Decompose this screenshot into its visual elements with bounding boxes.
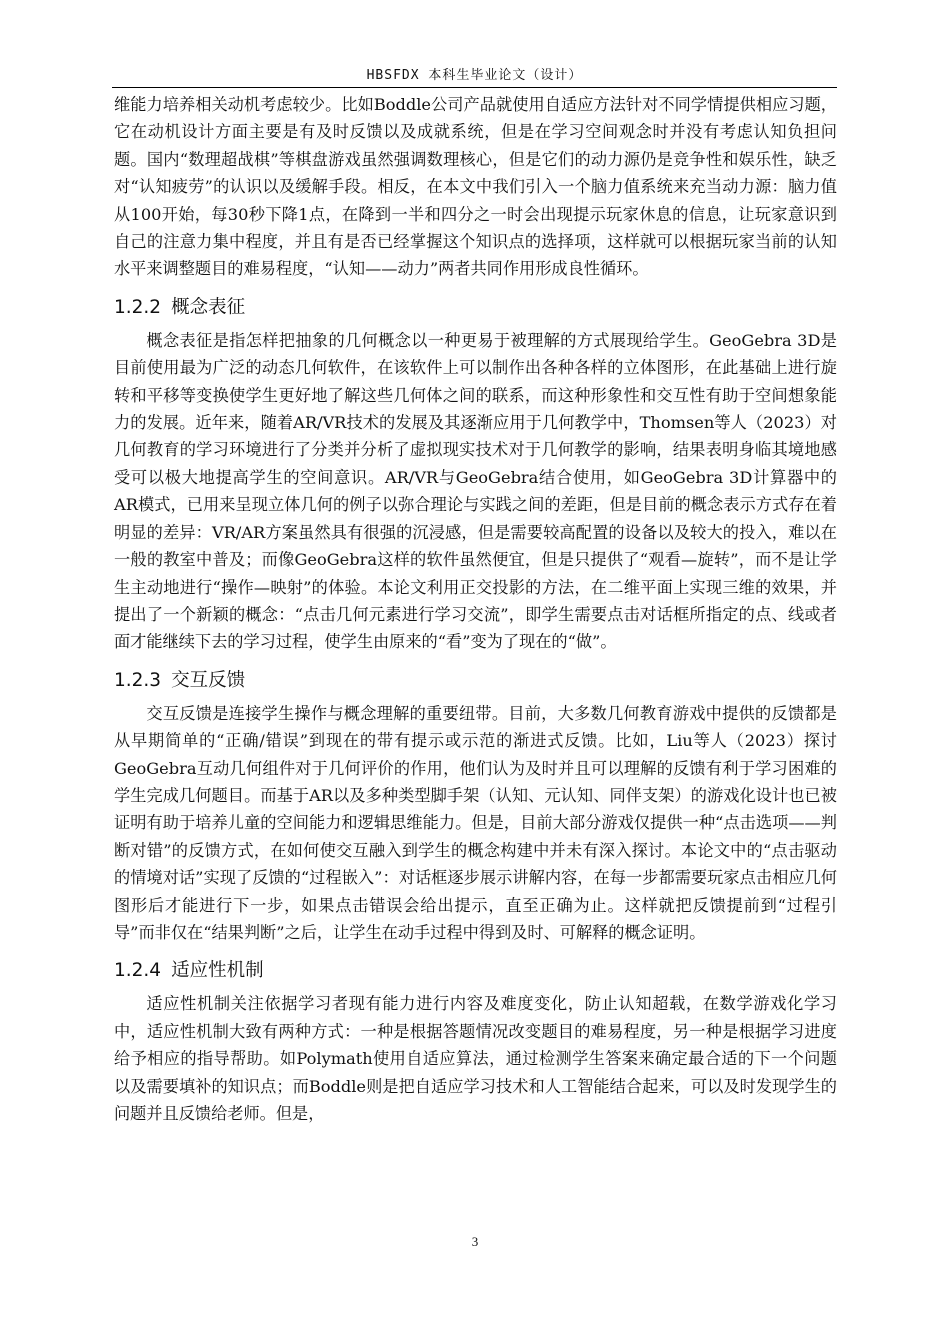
section-paragraph-1-2-4: 适应性机制关注依据学习者现有能力进行内容及难度变化，防止认知超载，在数学游戏化学习中，适应性机制大致有两种方式：一种是根据答题情况改变题目的难易程度，另一种是根据学习进度给予相应的指导帮助。如Polymath使用自适应算法，通过检测学生答案来确定最合适的下一个问题以及需要填补的知识点；而Boddle则是把自适应学习技术和人工智能结合起来，可以及时发现学生的问题并且反馈给老师。但是， xyxy=(114,994,837,1123)
intro-paragraph: 维能力培养相关动机考虑较少。比如Boddle公司产品就使用自适应方法针对不同学情提供相应习题，它在动机设计方面主要是有及时反馈以及成就系统，但是在学习空间观念时并没有考虑认知负担问题。国内“数理超战棋”等棋盘游戏虽然强调数理核心，但是它们的动力源仍是竞争性和娱乐性，缺乏对“认知疲劳”的认识以及缓解手段。相反，在本文中我们引入一个脑力值系统来充当动力源：脑力值从100开始，每30秒下降1点，在降到一半和四分之一时会出现提示玩家休息的信息，让玩家意识到自己的注意力集中程度，并且有是否已经掌握这个知识点的选择项，这样就可以根据玩家当前的认知水平来调整题目的难易程度，“认知——动力”两者共同作用形成良性循环。 xyxy=(114,95,837,279)
running-header: HBSFDX 本科生毕业论文（设计） xyxy=(366,68,583,83)
section-title: 概念表征 xyxy=(171,296,246,318)
section-heading-1-2-2 xyxy=(114,283,837,327)
section-paragraph-1-2-3: 交互反馈是连接学生操作与概念理解的重要纽带。目前，大多数几何教育游戏中提供的反馈都是从早期简单的“正确/错误”到现在的带有提示或示范的渐进式反馈。比如，Liu等人（2023）探讨GeoGebra互动几何组件对于几何评价的作用，他们认为及时并且可以理解的反馈有利于学习困难的学生完成几何题目。而基于AR以及多种类型脚手架（认知、元认知、同伴支架）的游戏化设计也已被证明有助于培养儿童的空间能力和逻辑思维能力。但是，目前大部分游戏仅提供一种“点击选项——判断对错”的反馈方式，在如何使交互融入到学生的概念构建中并未有深入探讨。本论文中的“点击驱动的情境对话”实现了反馈的“过程嵌入”：对话框逐步展示讲解内容，在每一步都需要玩家点击相应几何图形后才能进行下一步，如果点击错误会给出提示，直至正确为止。这样就把反馈提前到“过程引导”而非仅在“结果判断”之后，让学生在动手过程中得到及时、可解释的概念证明。 xyxy=(114,703,837,942)
section-number: 1.2.4 xyxy=(114,960,162,982)
page-body xyxy=(114,91,837,1127)
section-title: 交互反馈 xyxy=(171,669,246,691)
section-paragraph-1-2-2: 概念表征是指怎样把抽象的几何概念以一种更易于被理解的方式展现给学生。GeoGebra 3D是目前使用最为广泛的动态几何软件，在该软件上可以制作出各种各样的立体图形，在此基础上进行旋转和平移等变换使学生更好地了解这些几何体之间的联系，而这种形象性和交互性有助于空间想象能力的发展。近年来，随着AR/VR技术的发展及其逐渐应用于几何教学中，Thomsen等人（2023）对几何教育的学习环境进行了分类并分析了虚拟现实技术对于几何教学的影响，结果表明身临其境地感受可以极大地提高学生的空间意识。AR/VR与GeoGebra结合使用，如GeoGebra 3D计算器中的AR模式，已用来呈现立体几何的例子以弥合理论与实践之间的差距，但是目前的概念表示方式存在着明显的差异：VR/AR方案虽然具有很强的沉浸感，但是需要较高配置的设备以及较大的投入，难以在一般的教室中普及；而像GeoGebra这样的软件虽然便宜，但是只提供了“观看—旋转”，而不是让学生主动地进行“操作—映射”的体验。本论文利用正交投影的方法，在二维平面上实现三维的效果，并提出了一个新颖的概念：“点击几何元素进行学习交流”，即学生需要点击对话框所指定的点、线或者面才能继续下去的学习过程，使学生由原来的“看”变为了现在的“做”。 xyxy=(114,330,837,652)
section-title: 适应性机制 xyxy=(171,960,264,982)
page-number: 3 xyxy=(471,1234,479,1249)
header-rule xyxy=(112,87,837,88)
section-number: 1.2.2 xyxy=(114,296,162,318)
section-heading-1-2-4 xyxy=(114,946,837,990)
section-heading-1-2-3 xyxy=(114,656,837,700)
section-number: 1.2.3 xyxy=(114,669,162,691)
